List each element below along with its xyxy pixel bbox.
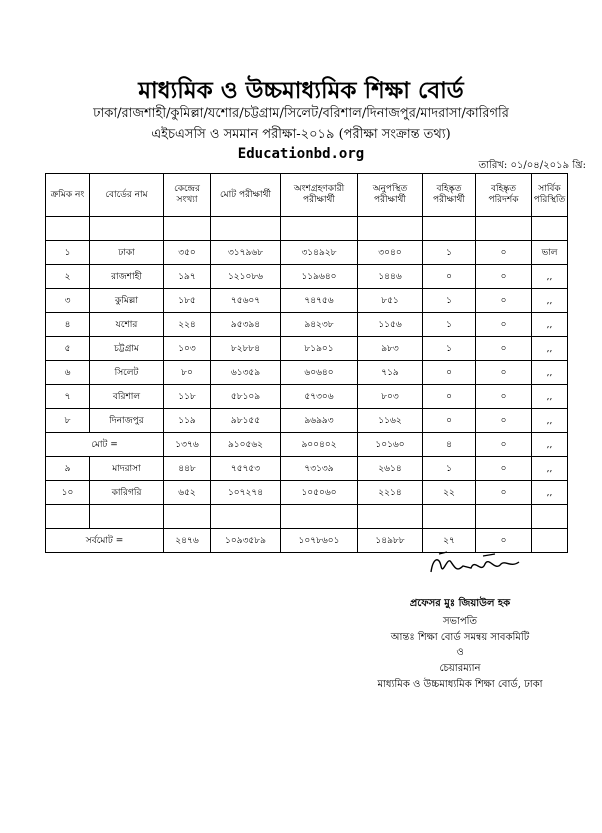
table-cell: যশোর (90, 313, 164, 337)
table-cell: ৯৪২৩৮ (281, 313, 358, 337)
table-cell: ৭৪৭৫৬ (281, 289, 358, 313)
column-header: মোট পরীক্ষার্থী (211, 174, 281, 217)
table-cell: ,, (532, 361, 568, 385)
table-row (46, 217, 568, 241)
table-cell: ,, (532, 481, 568, 505)
table-cell: ০ (476, 361, 532, 385)
column-header: বহিষ্কৃত পরিদর্শক (476, 174, 532, 217)
table-cell: ৬৫২ (164, 481, 211, 505)
table-cell: ,, (532, 337, 568, 361)
table-cell: ৯১০৫৬২ (211, 433, 281, 457)
table-cell: ,, (532, 313, 568, 337)
table-cell: ৯৬৯৯৩ (281, 409, 358, 433)
table-cell: ০ (476, 385, 532, 409)
table-cell (532, 217, 568, 241)
table-cell: মাদরাসা (90, 457, 164, 481)
column-header: অনুপস্থিত পরীক্ষার্থী (358, 174, 423, 217)
table-cell: ১০৫০৬০ (281, 481, 358, 505)
table-row (46, 289, 568, 313)
table-cell: ৯ (46, 457, 90, 481)
table-row (46, 337, 568, 361)
table-cell: ৫ (46, 337, 90, 361)
table-cell: ৫৭৩০৬ (281, 385, 358, 409)
table-cell: ৪৪৮ (164, 457, 211, 481)
table-cell: ০ (476, 529, 532, 553)
table-cell (90, 217, 164, 241)
table-cell: ২২১৪ (358, 481, 423, 505)
table-cell: ২ (46, 265, 90, 289)
table-cell: ০ (423, 385, 476, 409)
table-cell: ১ (423, 241, 476, 265)
table-cell: ৭১৯ (358, 361, 423, 385)
table-cell: ১ (423, 337, 476, 361)
table-cell: মোট = (46, 433, 164, 457)
table-cell: ১০৭৮৬০১ (281, 529, 358, 553)
table-cell: ,, (532, 265, 568, 289)
table-cell: ০ (423, 361, 476, 385)
table-cell: ৪ (46, 313, 90, 337)
table-cell: ০ (423, 409, 476, 433)
table-cell: দিনাজপুর (90, 409, 164, 433)
table-cell: ১০৩ (164, 337, 211, 361)
column-header: বহিষ্কৃত পরীক্ষার্থী (423, 174, 476, 217)
table-row (46, 313, 568, 337)
table-cell: ১ (423, 313, 476, 337)
table-cell: ১০১৬০ (358, 433, 423, 457)
table-cell: ১২১০৮৬ (211, 265, 281, 289)
table-cell: ৯৮১৫৫ (211, 409, 281, 433)
table-cell (532, 505, 568, 529)
table-cell: ০ (476, 337, 532, 361)
table-cell: ঢাকা (90, 241, 164, 265)
table-cell: ১৮৫ (164, 289, 211, 313)
table-cell: ৩০৪০ (358, 241, 423, 265)
table-cell: ১১৯৬৪০ (281, 265, 358, 289)
table-cell: ২২৪ (164, 313, 211, 337)
signatory-org: মাধ্যমিক ও উচ্চমাধ্যমিক শিক্ষা বোর্ড, ঢাকা (377, 679, 543, 690)
table-cell: ৯৮৩ (358, 337, 423, 361)
signatory-name: প্রফেসর মুঃ জিয়াউল হক (409, 598, 511, 609)
table-row (46, 409, 568, 433)
table-cell: ২৭ (423, 529, 476, 553)
table-cell (90, 505, 164, 529)
table-header-row (46, 174, 568, 217)
table-cell (476, 505, 532, 529)
table-cell (164, 505, 211, 529)
table-row (46, 361, 568, 385)
table-cell: ০ (476, 481, 532, 505)
column-header: কেন্দ্রের সংখ্যা (164, 174, 211, 217)
table-cell: ৯৫৩৯৪ (211, 313, 281, 337)
table-cell: ১১৮ (164, 385, 211, 409)
table-cell: ১১৫৬ (358, 313, 423, 337)
table-cell: ১৪৪৬ (358, 265, 423, 289)
table-cell: সিলেট (90, 361, 164, 385)
boards-line: ঢাকা/রাজশাহী/কুমিল্লা/যশোর/চট্টগ্রাম/সিলেট/বরিশাল/দিনাজপুর/মাদরাসা/কারিগরি (93, 106, 509, 121)
table-cell: ,, (532, 385, 568, 409)
table-cell: ১০ (46, 481, 90, 505)
table-cell (358, 505, 423, 529)
table-cell: ,, (532, 433, 568, 457)
table-cell (46, 217, 90, 241)
table-row (46, 481, 568, 505)
table-cell: ৬০৬৪০ (281, 361, 358, 385)
table-cell: ১৪৯৮৮ (358, 529, 423, 553)
table-cell: ০ (476, 241, 532, 265)
signatory-role2: চেয়ারম্যান (439, 663, 481, 674)
handwritten-signature (425, 548, 525, 584)
table-cell: ৩১৪৯২৮ (281, 241, 358, 265)
table-cell (532, 529, 568, 553)
table-cell: ৮২৮৮৪ (211, 337, 281, 361)
table-cell: ৮০ (164, 361, 211, 385)
table-cell (281, 217, 358, 241)
table-cell: ,, (532, 457, 568, 481)
table-cell (423, 505, 476, 529)
table-cell: ৭৫৬০৭ (211, 289, 281, 313)
table-cell: ১৯৭ (164, 265, 211, 289)
table-cell: ১ (423, 289, 476, 313)
table-cell: ১১৬২ (358, 409, 423, 433)
table-cell: ১৩৭৬ (164, 433, 211, 457)
table-row (46, 241, 568, 265)
table-cell: ১ (46, 241, 90, 265)
table-cell: ,, (532, 409, 568, 433)
table-cell (46, 505, 90, 529)
table-cell (281, 505, 358, 529)
table-cell: ৩১৭৯৬৮ (211, 241, 281, 265)
table-cell: বরিশাল (90, 385, 164, 409)
table-cell: ৭ (46, 385, 90, 409)
table-cell: ৮০৩ (358, 385, 423, 409)
table-cell: ৯০০৪০২ (281, 433, 358, 457)
table-cell: সর্বমোট = (46, 529, 164, 553)
table-cell: ভাল (532, 241, 568, 265)
table-cell: চট্টগ্রাম (90, 337, 164, 361)
table-row (46, 505, 568, 529)
document-date: তারিখ: ০১/০৪/২০১৯ খ্রি: (478, 160, 586, 171)
column-header: সার্বিক পরিস্থিতি (532, 174, 568, 217)
table-cell: ৪ (423, 433, 476, 457)
table-cell: ২২ (423, 481, 476, 505)
table-cell: ৭৫৭৫৩ (211, 457, 281, 481)
column-header: অংশগ্রহণকারী পরীক্ষার্থী (281, 174, 358, 217)
table-cell (211, 217, 281, 241)
signatory-role: সভাপতি (442, 616, 478, 627)
signatory-committee: আন্তঃ শিক্ষা বোর্ড সমন্বয় সাবকমিটি (390, 632, 530, 643)
table-cell: ২৬১৪ (358, 457, 423, 481)
table-cell: রাজশাহী (90, 265, 164, 289)
table-cell: ৮১৯০১ (281, 337, 358, 361)
table-cell (423, 217, 476, 241)
table-cell: ০ (476, 433, 532, 457)
table-cell: ১১৯ (164, 409, 211, 433)
table-cell: ০ (423, 265, 476, 289)
document-title: মাধ্যমিক ও উচ্চমাধ্যমিক শিক্ষা বোর্ড (138, 77, 464, 104)
table-cell (358, 217, 423, 241)
table-cell: ৮ (46, 409, 90, 433)
table-cell: ৩ (46, 289, 90, 313)
signatory-conjunction: ও (456, 647, 464, 658)
table-cell: ০ (476, 289, 532, 313)
table-cell: ৭৩১৩৯ (281, 457, 358, 481)
table-cell: ৬১৩৫৯ (211, 361, 281, 385)
table-cell: ০ (476, 409, 532, 433)
table-cell: ৩৫০ (164, 241, 211, 265)
table-cell: কুমিল্লা (90, 289, 164, 313)
table-cell: ১০৯৩৫৮৯ (211, 529, 281, 553)
table-cell: ০ (476, 457, 532, 481)
exam-stats-table (45, 173, 568, 553)
table-cell: কারিগরি (90, 481, 164, 505)
table-cell: ০ (476, 313, 532, 337)
table-cell (211, 505, 281, 529)
table-cell: ২৪৭৬ (164, 529, 211, 553)
website-watermark: Educationbd.org (237, 146, 365, 162)
subtotal-row (46, 433, 568, 457)
table-row (46, 385, 568, 409)
table-row (46, 457, 568, 481)
table-cell (476, 217, 532, 241)
table-cell: ৬ (46, 361, 90, 385)
table-cell: ১ (423, 457, 476, 481)
exam-line: এইচএসসি ও সমমান পরীক্ষা-২০১৯ (পরীক্ষা সংক্রান্ত তথ্য) (151, 127, 451, 142)
table-cell: ০ (476, 265, 532, 289)
column-header: ক্রমিক নং (46, 174, 90, 217)
table-cell: ১০৭২৭৪ (211, 481, 281, 505)
table-row (46, 265, 568, 289)
table-cell: ৮৫১ (358, 289, 423, 313)
table-cell (164, 217, 211, 241)
table-cell: ,, (532, 289, 568, 313)
table-cell: ৫৮১০৯ (211, 385, 281, 409)
column-header: বোর্ডের নাম (90, 174, 164, 217)
